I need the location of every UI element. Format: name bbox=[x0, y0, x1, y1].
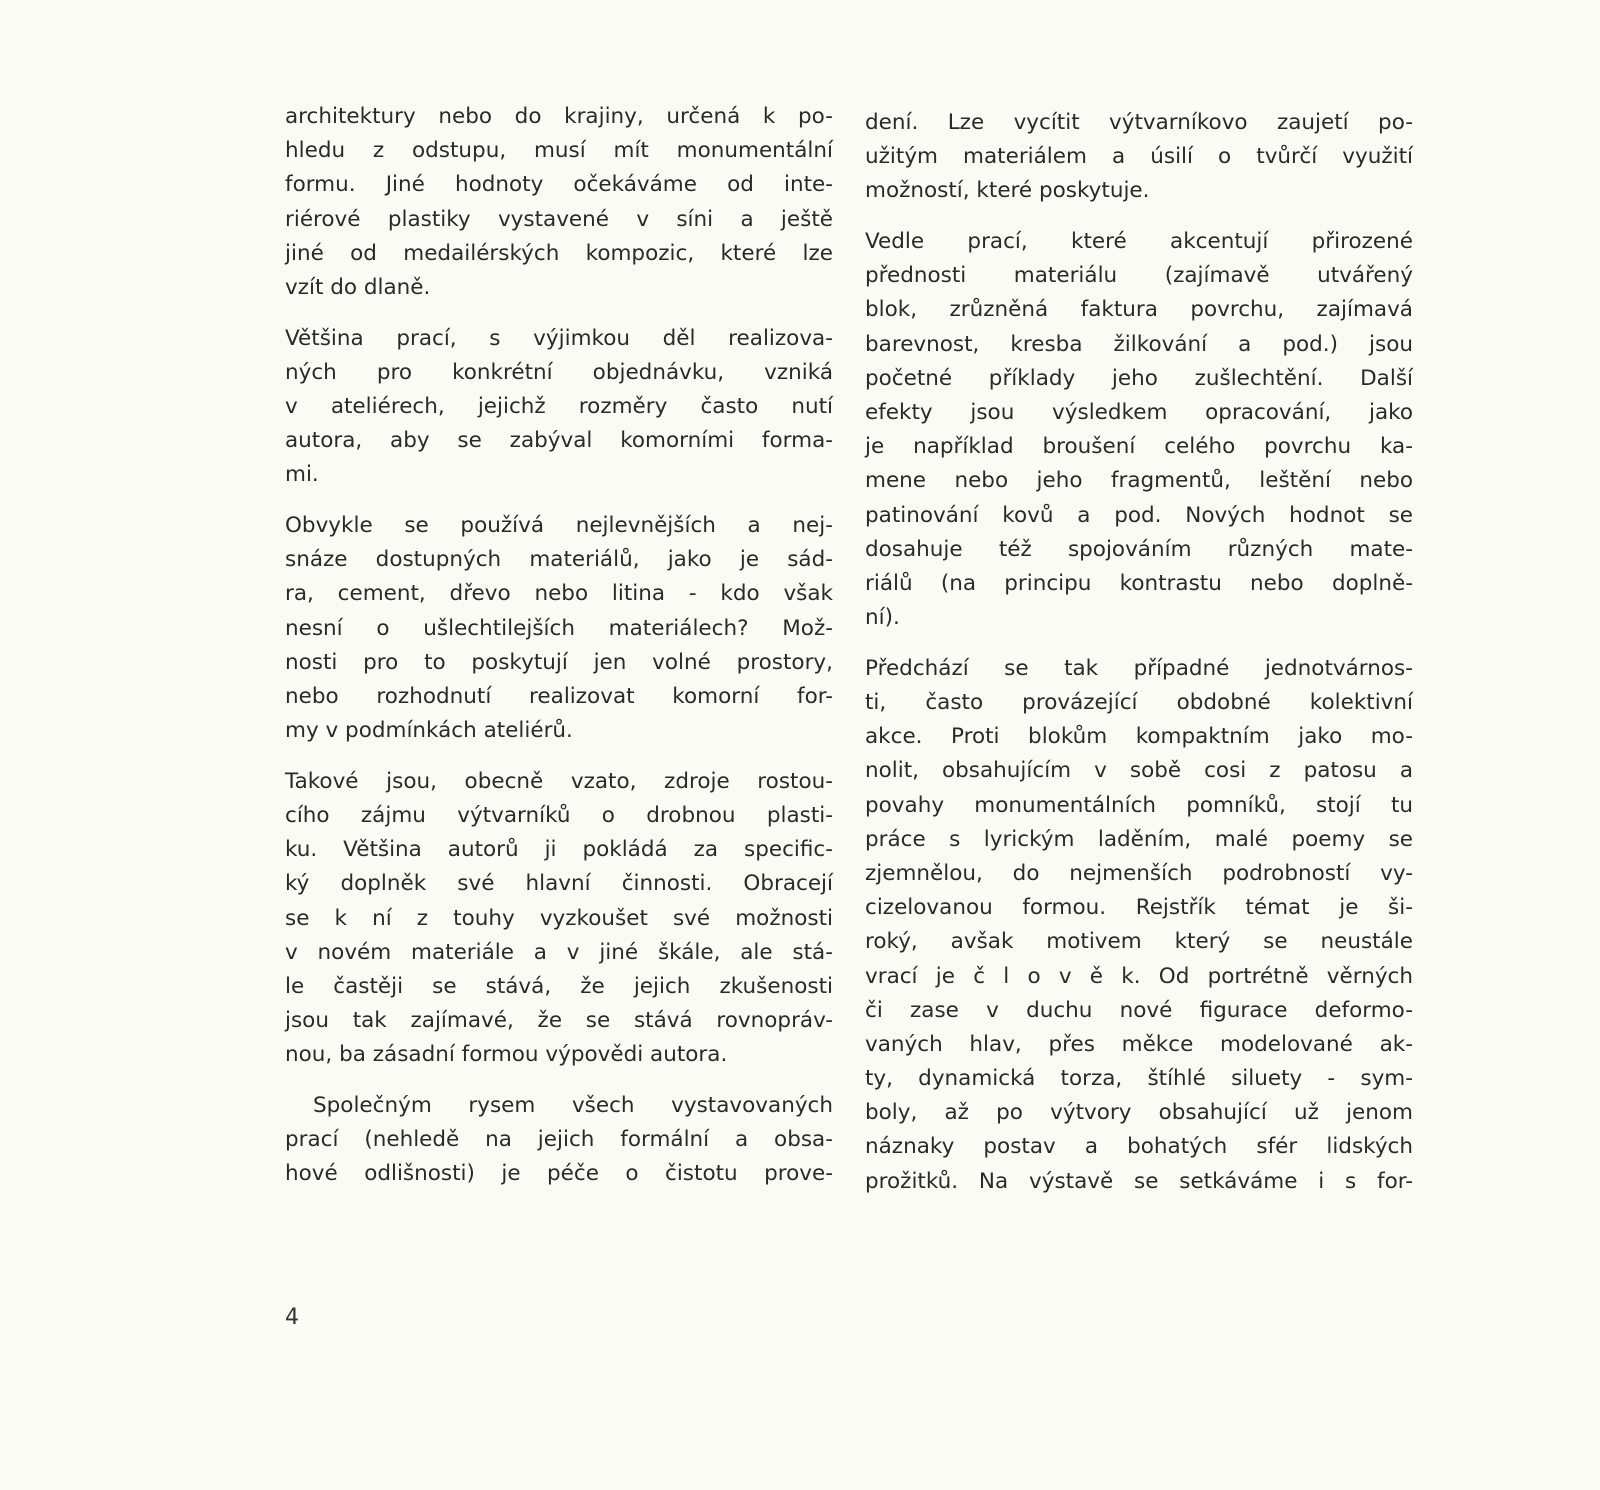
text-line: nosti pro to poskytují jen volné prostory, bbox=[285, 649, 833, 675]
text-line: Takové jsou, obecně vzato, zdroje rostou- bbox=[285, 768, 833, 794]
text-line: ných pro konkrétní objednávku, vzniká bbox=[285, 359, 833, 385]
text-line: hledu z odstupu, musí mít monumentální bbox=[285, 138, 833, 164]
text-line: Obvykle se používá nejlevnějších a nej- bbox=[285, 513, 833, 539]
text-line: mene nebo jeho fragmentů, leštění nebo bbox=[865, 468, 1413, 494]
text-line: Společným rysem všech vystavovaných bbox=[313, 1093, 833, 1119]
text-line: v novém materiále a v jiné škále, ale stá- bbox=[285, 939, 833, 965]
text-line: le častěji se stává, že jejich zkušenosti bbox=[285, 974, 833, 999]
text-line: nebo rozhodnutí realizovat komorní for- bbox=[285, 684, 833, 709]
text-line: dosahuje též spojováním různých mate- bbox=[865, 536, 1413, 562]
text-line: přednosti materiálu (zajímavě utvářený bbox=[865, 263, 1413, 289]
text-line: ký doplněk své hlavní činnosti. Obracejí bbox=[285, 871, 833, 897]
text-line: užitým materiálem a úsilí o tvůrčí využití bbox=[865, 144, 1413, 170]
paragraph bbox=[285, 509, 833, 748]
left-text-column bbox=[285, 100, 833, 1208]
paragraph bbox=[285, 765, 833, 1073]
text-line: formu. Jiné hodnoty očekáváme od inte- bbox=[285, 172, 833, 198]
text-line: vrací je č l o v ě k. Od portrétně věrných bbox=[865, 963, 1413, 989]
text-line: prací (nehledě na jejich formální a obsa- bbox=[285, 1127, 833, 1153]
paragraph bbox=[285, 100, 833, 305]
text-line: ty, dynamická torza, štíhlé siluety - sym- bbox=[865, 1066, 1413, 1092]
text-line: architektury nebo do krajiny, určená k po- bbox=[285, 104, 833, 129]
paragraph bbox=[865, 106, 1413, 209]
paragraph bbox=[285, 322, 833, 493]
text-line: prožitků. Na výstavě se setkáváme i s for- bbox=[865, 1168, 1413, 1194]
text-line: ra, cement, dřevo nebo litina - kdo však bbox=[285, 581, 833, 607]
text-line: patinování kovů a pod. Nových hodnot se bbox=[865, 502, 1413, 528]
text-line: roký, avšak motivem který se neustále bbox=[865, 929, 1413, 955]
text-line: dení. Lze vycítit výtvarníkovo zaujetí po- bbox=[865, 110, 1413, 135]
text-line: barevnost, kresba žilkování a pod.) jsou bbox=[865, 331, 1413, 357]
text-line: nolit, obsahujícím v sobě cosi z patosu a bbox=[865, 758, 1413, 784]
text-line: mi. bbox=[285, 462, 319, 488]
text-line: ti, často provázející obdobné kolektivní bbox=[865, 690, 1413, 715]
text-line: povahy monumentálních pomníků, stojí tu bbox=[865, 792, 1413, 818]
text-line: cizelovanou formou. Rejstřík témat je ši- bbox=[865, 895, 1413, 921]
text-line: práce s lyrickým laděním, malé poemy se bbox=[865, 826, 1413, 852]
text-line: či zase v duchu nové figurace deformo- bbox=[865, 997, 1413, 1023]
right-text-column bbox=[865, 106, 1413, 1215]
text-line: možností, které poskytuje. bbox=[865, 178, 1150, 204]
text-line: hové odlišnosti) je péče o čistotu prove- bbox=[285, 1161, 833, 1187]
text-line: v ateliérech, jejichž rozměry často nutí bbox=[285, 394, 833, 419]
paragraph bbox=[285, 1089, 833, 1192]
page-number: 4 bbox=[285, 1305, 299, 1330]
text-line: vaných hlav, přes měkce modelované ak- bbox=[865, 1031, 1413, 1057]
text-line: nou, ba zásadní formou výpovědi autora. bbox=[285, 1042, 728, 1068]
text-line: snáze dostupných materiálů, jako je sád- bbox=[285, 547, 833, 573]
text-line: Předchází se tak případné jednotvárnos- bbox=[865, 655, 1413, 681]
text-line: vzít do dlaně. bbox=[285, 274, 431, 300]
text-line: efekty jsou výsledkem opracování, jako bbox=[865, 400, 1413, 425]
text-line: zjemnělou, do nejmenších podrobností vy- bbox=[865, 860, 1413, 886]
paragraph bbox=[865, 652, 1413, 1199]
text-line: akce. Proti blokům kompaktním jako mo- bbox=[865, 724, 1413, 750]
text-line: nesní o ušlechtilejších materiálech? Mož- bbox=[285, 615, 833, 641]
paragraph bbox=[865, 225, 1413, 635]
text-line: my v podmínkách ateliérů. bbox=[285, 718, 573, 744]
text-line: jiné od medailérských kompozic, které lze bbox=[285, 240, 833, 266]
text-line: početné příklady jeho zušlechtění. Další bbox=[865, 365, 1413, 391]
text-line: autora, aby se zabýval komorními forma- bbox=[285, 428, 833, 454]
text-line: se k ní z touhy vyzkoušet své možnosti bbox=[285, 905, 833, 931]
text-line: Většina prací, s výjimkou děl realizova- bbox=[285, 325, 833, 351]
text-line: ní). bbox=[865, 605, 900, 631]
text-line: ku. Většina autorů ji pokládá za specific- bbox=[285, 837, 833, 863]
text-line: blok, zrůzněná faktura povrchu, zajímavá bbox=[865, 297, 1413, 323]
text-line: Vedle prací, které akcentují přirozené bbox=[865, 229, 1413, 255]
text-line: riálů (na principu kontrastu nebo doplně- bbox=[865, 570, 1413, 596]
text-line: cího zájmu výtvarníků o drobnou plasti- bbox=[285, 803, 833, 829]
text-line: jsou tak zajímavé, že se stává rovnopráv- bbox=[285, 1008, 833, 1034]
text-line: je například broušení celého povrchu ka- bbox=[865, 434, 1413, 460]
text-line: riérové plastiky vystavené v síni a ještě bbox=[285, 206, 833, 232]
text-line: náznaky postav a bohatých sfér lidských bbox=[865, 1134, 1413, 1160]
text-line: boly, až po výtvory obsahující už jenom bbox=[865, 1100, 1413, 1126]
